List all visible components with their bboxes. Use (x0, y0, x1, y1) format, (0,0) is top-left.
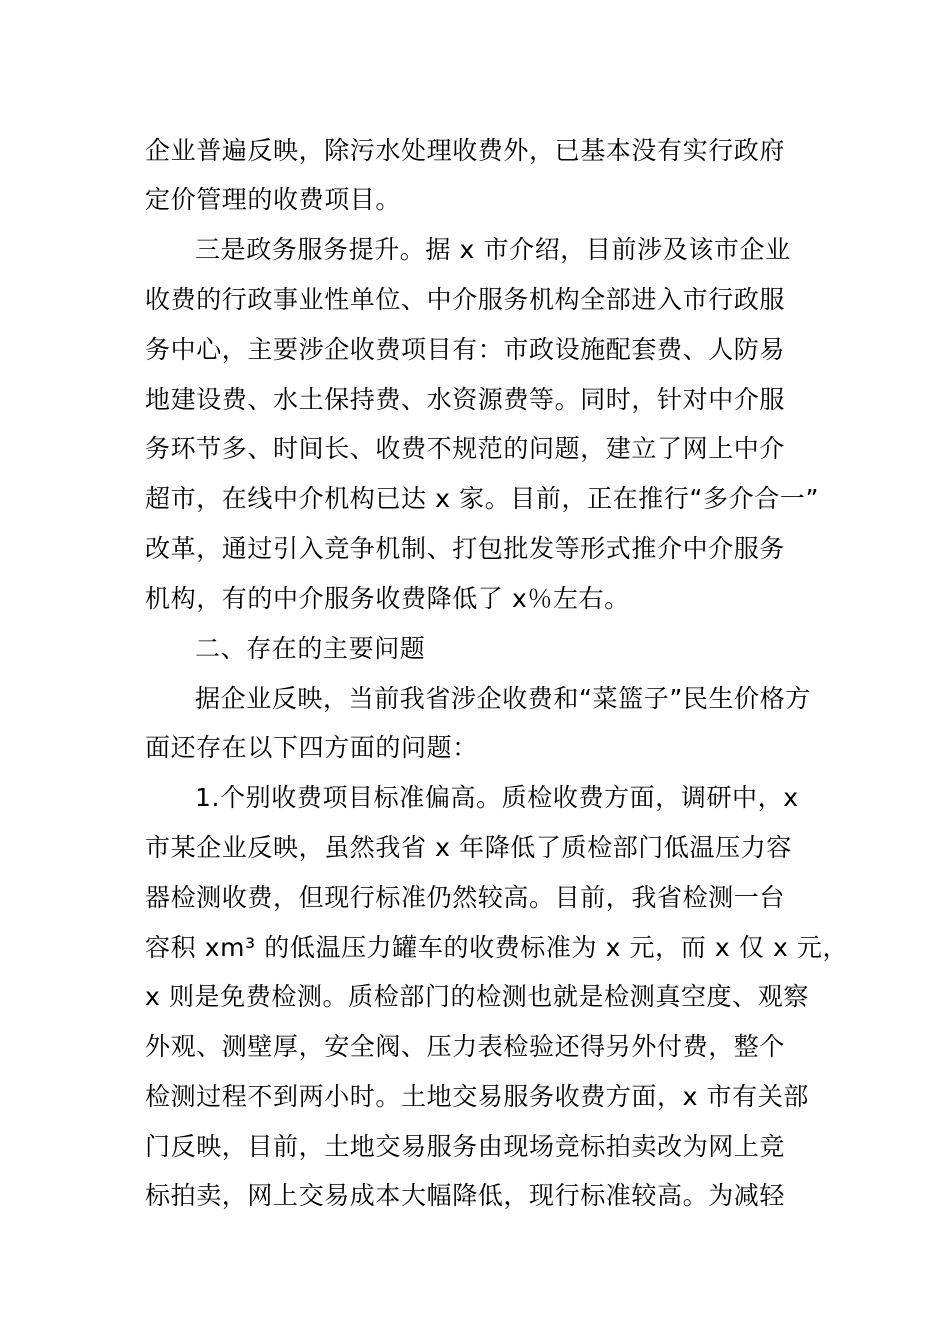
paragraph-enterprise-feedback-start: 据企业反映，当前我省涉企收费和“菜篮子”民生价格方 (195, 684, 811, 713)
text-line-16: 器检测收费，但现行标准仍然较高。目前，我省检测一台 (145, 883, 786, 912)
text-line-17: 容积 xm³ 的低温压力罐车的收费标准为 x 元，而 x 仅 x 元， (145, 933, 849, 962)
text-line-2: 定价管理的收费项目。 (145, 185, 402, 214)
text-line-1: 企业普遍反映，除污水处理收费外，已基本没有实行政府 (145, 136, 786, 165)
text-line-18: x 则是免费检测。质检部门的检测也就是检测真空度、观察 (145, 982, 809, 1011)
paragraph-gov-service-start: 三是政务服务提升。据 x 市介绍，目前涉及该市企业 (195, 235, 791, 264)
text-line-21: 门反映，目前，土地交易服务由现场竞标拍卖改为网上竞 (145, 1132, 786, 1161)
text-line-20: 检测过程不到两小时。土地交易服务收费方面，x 市有关部 (145, 1082, 809, 1111)
text-line-10: 机构，有的中介服务收费降低了 x％左右。 (145, 584, 630, 613)
text-line-22: 标拍卖，网上交易成本大幅降低，现行标准较高。为减轻 (145, 1181, 786, 1210)
section-heading: 二、存在的主要问题 (195, 634, 426, 663)
text-line-13: 面还存在以下四方面的问题： (145, 733, 478, 762)
text-line-8: 超市，在线中介机构已达 x 家。目前，正在推行“多介合一” (145, 484, 819, 513)
text-line-7: 务环节多、时间长、收费不规范的问题，建立了网上中介 (145, 434, 786, 463)
text-line-6: 地建设费、水土保持费、水资源费等。同时，针对中介服 (145, 385, 786, 414)
text-line-19: 外观、测壁厚，安全阀、压力表检验还得另外付费，整个 (145, 1032, 786, 1061)
text-line-9: 改革，通过引入竞争机制、打包批发等形式推介中介服务 (145, 534, 786, 563)
text-line-15: 市某企业反映，虽然我省 x 年降低了质检部门低温压力容 (145, 833, 792, 862)
paragraph-item-1-start: 1.个别收费项目标准偏高。质检收费方面，调研中，x (195, 783, 799, 812)
text-line-5: 务中心，主要涉企收费项目有：市政设施配套费、人防易 (145, 335, 786, 364)
text-line-4: 收费的行政事业性单位、中介服务机构全部进入市行政服 (145, 285, 786, 314)
